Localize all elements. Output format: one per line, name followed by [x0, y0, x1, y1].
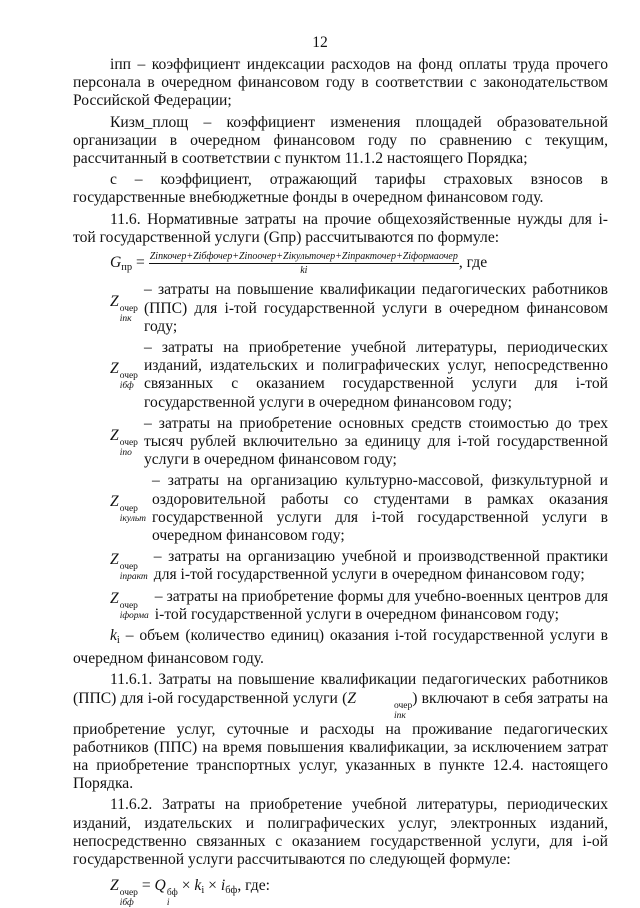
z-ikult-symbol: Z очер iкульт: [110, 493, 146, 525]
z-iforma-text: – затраты на приобретение формы для учебно-военных центров для i-той государственной услуги в очередном финансовом году;: [154, 587, 608, 623]
page-content: [73, 56, 608, 908]
z-ibf-text: – затраты на приобретение учебной литературы, периодических изданий, издательских и полиграфических услуг, непосредственно связанных с оказанием государственной услуги для i-той государственной услуги в очередном финансовом году;: [143, 338, 608, 411]
z-ipo-text: – затраты на приобретение основных средств стоимостью до трех тысяч рублей включительно за единицу для i-той государственной услуги в очередном финансовом году;: [143, 414, 608, 469]
z-ibf-symbol: Z очер iбф: [110, 359, 138, 391]
paragraph-11-6: 11.6. Нормативные затраты на прочие общехозяйственные нужды для i-той государственной услуги (Gпр) рассчитываются по формуле:: [73, 210, 608, 246]
paragraph-c: с – коэффициент, отражающий тарифы страховых взносов в государственные внебюджетные фонды в очередном финансовом году.: [73, 171, 608, 207]
definition-z-ipo: [73, 415, 608, 470]
formula-denominator: ki: [300, 265, 308, 277]
formula-numerator: Ziпкочер+Ziбфочер+Ziпоочер+Ziкульточер+Ziпракточер+Ziформаочер: [149, 251, 458, 263]
k-i-text: – объем (количество единиц) оказания i-той государственной услуги в очередном финансовом году.: [73, 626, 608, 668]
paragraph-k-izm: [73, 114, 608, 169]
definition-z-iforma: [73, 588, 608, 624]
definition-z-ibf: [73, 339, 608, 412]
definition-k-i: $k_i$ – объем (количество единиц) оказания i-той государственной услуги в очередном финансовом году.: [73, 626, 608, 668]
formula-g-pr: [110, 251, 608, 277]
formula-g-symbol: G: [110, 254, 122, 272]
z-ipo-symbol: Z очер iпо: [110, 426, 138, 458]
paragraph-i-pp: iпп – коэффициент индексации расходов на фонд оплаты труда прочего персонала в очередном финансовом году в соответствии с законодательством Российской Федерации;: [73, 56, 608, 110]
z-ipk-symbol: Z очер iпк: [110, 293, 138, 325]
z-ikult-text: – затраты на организацию культурно-массовой, физкультурной и оздоровительной работы со студентами в рамках оказания государственной услуги для i-той государственной услуги в очередном финансовом году;: [151, 472, 608, 544]
formula-g-sub: пр: [121, 262, 133, 274]
z-iprakt-symbol: Z очер iпракт: [110, 550, 148, 582]
formula-z-ibf: Z очер iбф = Q бф i × $k_i \times i_{бф}$, где:: [110, 877, 270, 908]
definition-z-ikult: [73, 472, 608, 545]
paragraph-11-6-2: 11.6.2. Затраты на приобретение учебной литературы, периодических изданий, издательских и полиграфических услуг, электронных изданий, непосредственно связанных с оказанием государственной услуги, для i-ой государственной услуги рассчитываются по следующей формуле:: [73, 796, 608, 868]
definition-z-ipk: [73, 281, 608, 336]
k-izm-symbol: Кизм_площ: [110, 113, 189, 131]
z-iprakt-text: – затраты на организацию учебной и производственной практики для i-той государственной услуги в очередном финансовом году;: [153, 548, 608, 584]
k-izm-text: – коэффициент изменения площадей образовательной организации в очередном финансовом году по сравнению с текущим, рассчитанный в соответствии с пунктом 11.1.2 настоящего Порядка;: [73, 113, 609, 168]
z-ipk-inline-symbol: Z: [347, 689, 356, 707]
z-ipk-text: – затраты на повышение квалификации педагогических работников (ППС) для i-той государственной услуги в очередном финансовом году;: [143, 281, 608, 335]
k-i-symbol: k: [110, 626, 117, 644]
formula-where: , где: [458, 254, 488, 272]
definition-z-iprakt: [73, 548, 608, 584]
formula-equals: =: [136, 254, 145, 272]
page-number: 12: [312, 34, 328, 51]
paragraph-11-6-1: 11.6.1. Затраты на повышение квалификации педагогических работников (ППС) для i-ой государственной услуги (Z очер iпк ) включают в себя затраты на приобретение услуг, суточные и расходы на проживание педагогических работников (ППС) на время повышения квалификации, за исключением затрат на приобретение транспортных услуг, указанных в пункте 12.4. настоящего Порядка.: [73, 671, 608, 793]
formula-fraction: [149, 251, 459, 276]
z-iforma-symbol: Z очер iформа: [110, 590, 149, 622]
